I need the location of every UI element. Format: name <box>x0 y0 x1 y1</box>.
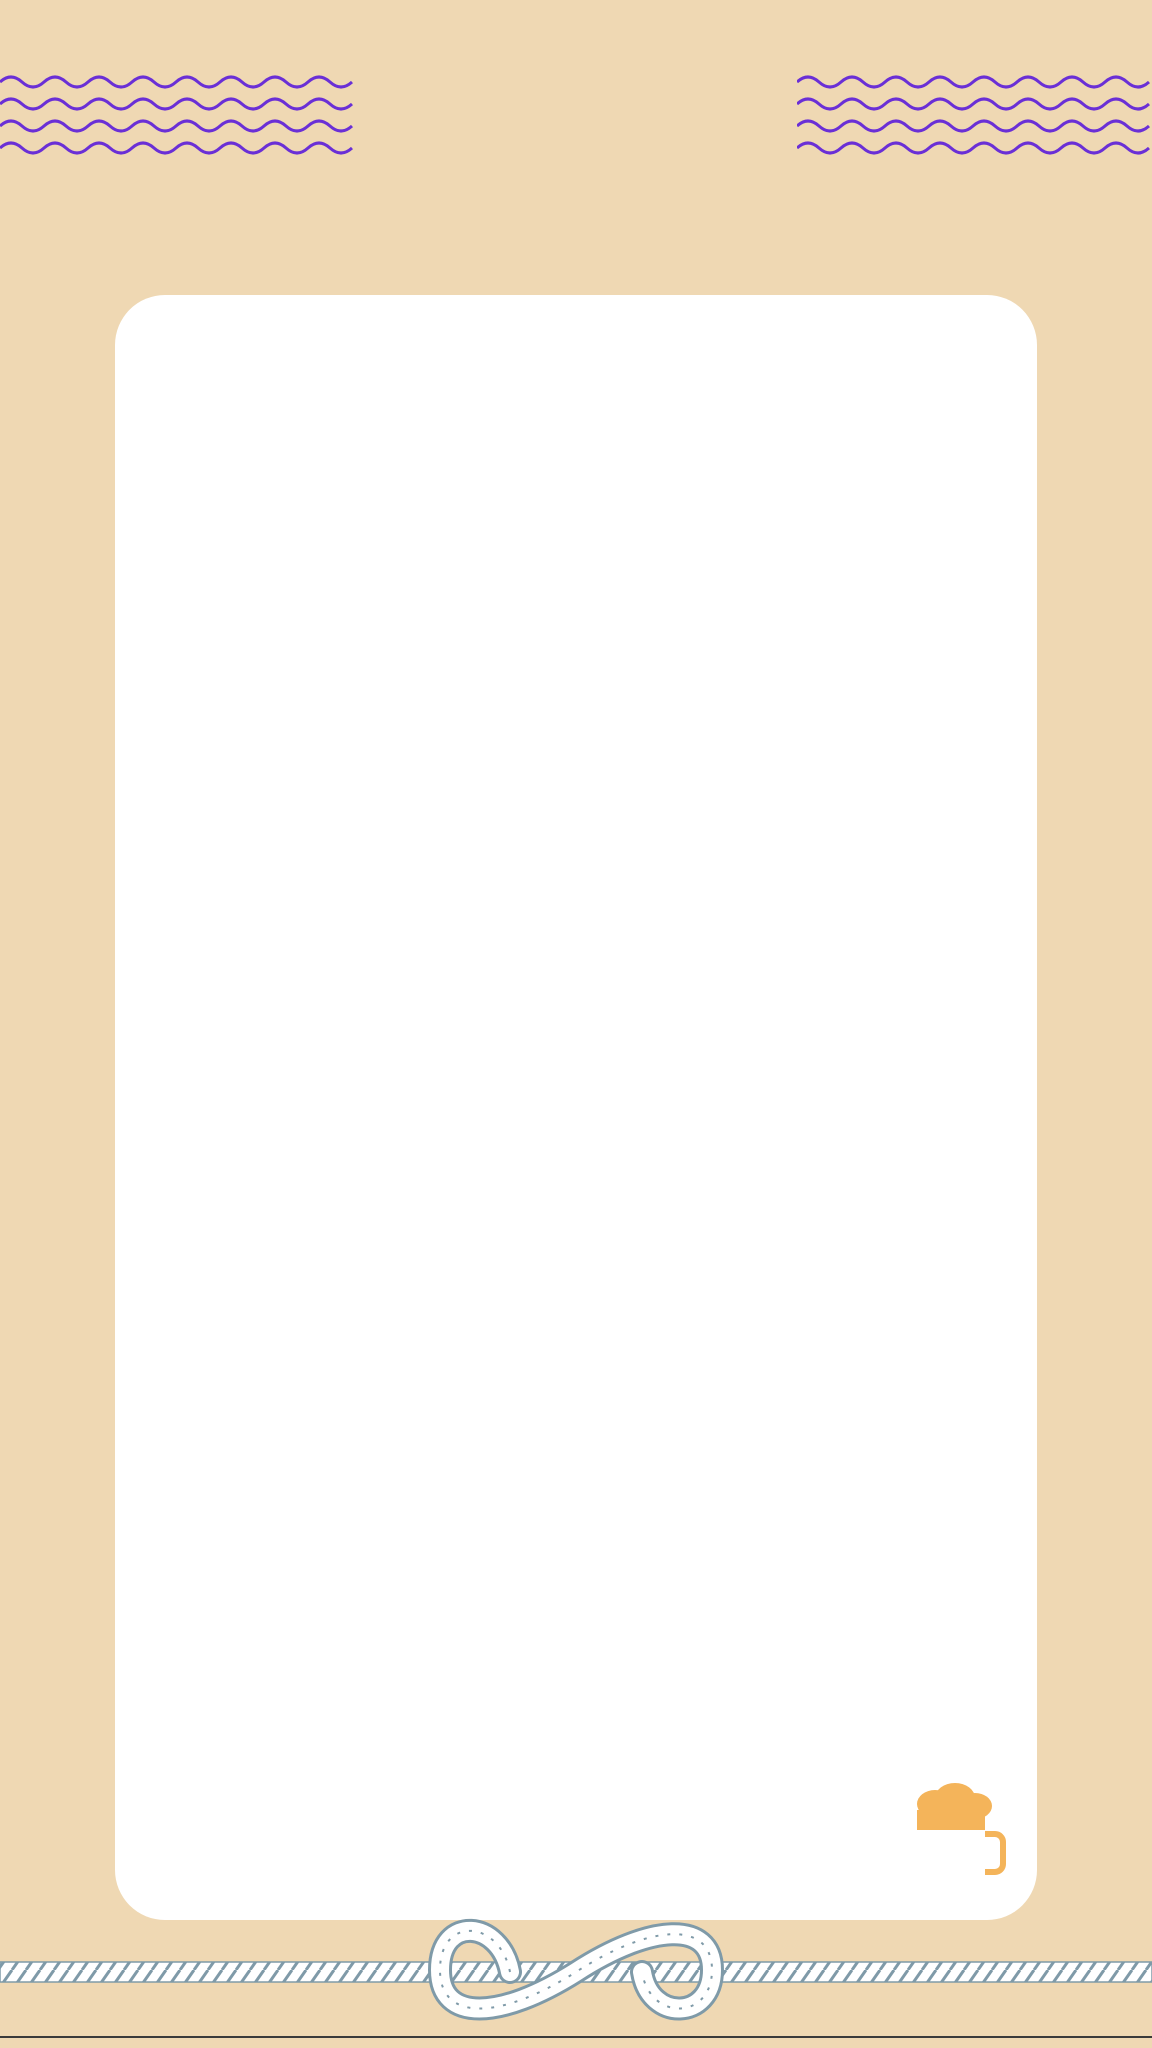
bottom-border <box>0 2036 1152 2038</box>
left-wave-decoration-icon <box>0 70 355 165</box>
rope-knot-icon <box>0 1910 1152 2030</box>
beer-mug-logo-icon <box>905 1782 1010 1892</box>
right-wave-decoration-icon <box>797 70 1152 165</box>
menu-card <box>115 295 1037 1920</box>
